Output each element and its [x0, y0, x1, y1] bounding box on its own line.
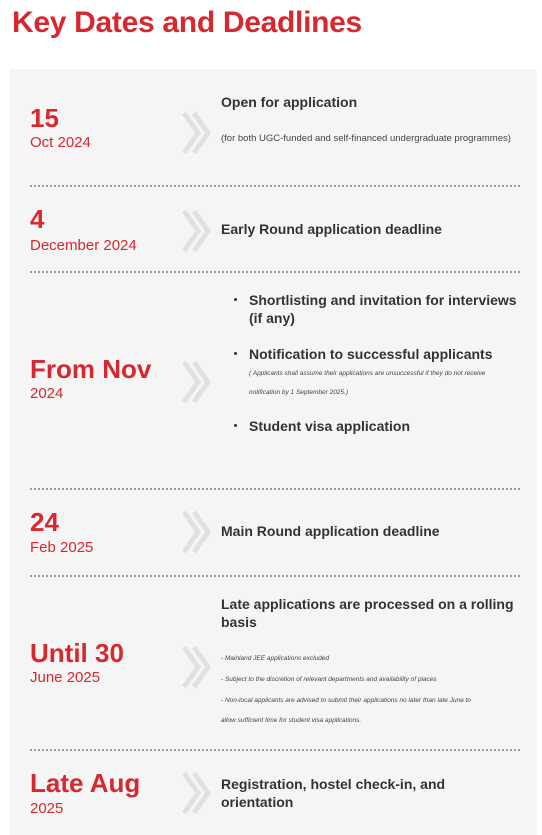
divider	[30, 271, 520, 273]
date-block	[30, 103, 91, 152]
divider	[30, 749, 520, 751]
row-heading: Late applications are processed on a rolling basis	[221, 596, 514, 630]
date-small: 2024	[30, 385, 64, 402]
row-content	[221, 595, 521, 730]
key-dates-panel	[10, 69, 537, 835]
date-block	[30, 638, 124, 687]
row-note: - Subject to the discretion of relevant departments and availability of places	[221, 676, 437, 683]
chevron-right-icon	[178, 769, 212, 817]
date-small: Feb 2025	[30, 539, 94, 556]
date-small: 2025	[30, 800, 64, 817]
bullet-item	[221, 345, 531, 402]
date-block	[30, 507, 93, 557]
bullet-item	[221, 417, 531, 435]
date-big: 15	[30, 103, 59, 133]
chevron-right-icon	[178, 508, 212, 556]
chevron-right-icon	[178, 207, 212, 255]
row-note: allow sufficient time for student visa applications.	[221, 717, 362, 724]
bullet-text: Shortlisting and invitation for interviews (if any)	[249, 292, 517, 326]
bullet-dot-icon	[234, 352, 237, 355]
date-big: Until 30	[30, 638, 124, 668]
page-title: Key Dates and Deadlines	[12, 6, 362, 39]
row-heading: Open for application	[221, 94, 358, 110]
row-content	[221, 93, 521, 147]
row-notes	[221, 649, 521, 730]
date-big: Late Aug	[30, 768, 141, 798]
bullet-item	[221, 291, 521, 327]
bullet-text: Notification to successful applicants	[249, 346, 493, 362]
bullet-note: ( Applicants shall assume their applications are unsuccessful if they do not receive	[249, 370, 486, 377]
date-small: Oct 2024	[30, 134, 91, 151]
date-big: 4	[30, 204, 45, 234]
row-content	[221, 775, 521, 811]
date-big: From Nov	[30, 354, 152, 384]
row-content	[221, 291, 531, 435]
date-big: 24	[30, 507, 59, 537]
date-small: June 2025	[30, 669, 101, 686]
bullet-dot-icon	[234, 424, 237, 427]
chevron-right-icon	[178, 109, 212, 157]
row-heading: Early Round application deadline	[221, 221, 442, 237]
date-block	[30, 768, 140, 818]
row-content	[221, 522, 521, 540]
chevron-right-icon	[178, 643, 212, 691]
bullet-text: Student visa application	[249, 418, 411, 434]
date-small: December 2024	[30, 237, 137, 254]
date-block	[30, 354, 151, 403]
chevron-right-icon	[178, 358, 212, 406]
row-note: (for both UGC-funded and self-financed undergraduate programmes)	[221, 133, 511, 144]
bullet-note: notification by 1 September 2025.)	[249, 389, 349, 396]
bullet-dot-icon	[234, 298, 237, 301]
row-note: - Mainland JEE applications excluded	[221, 655, 330, 662]
date-block	[30, 204, 137, 255]
row-note: - Non-local applicants are advised to submit their applications no later than late June to	[221, 697, 472, 704]
row-heading: Registration, hostel check-in, and orientation	[221, 776, 446, 810]
divider	[30, 185, 520, 187]
row-heading: Main Round application deadline	[221, 523, 440, 539]
row-content	[221, 220, 521, 238]
divider	[30, 575, 520, 577]
divider	[30, 488, 520, 490]
